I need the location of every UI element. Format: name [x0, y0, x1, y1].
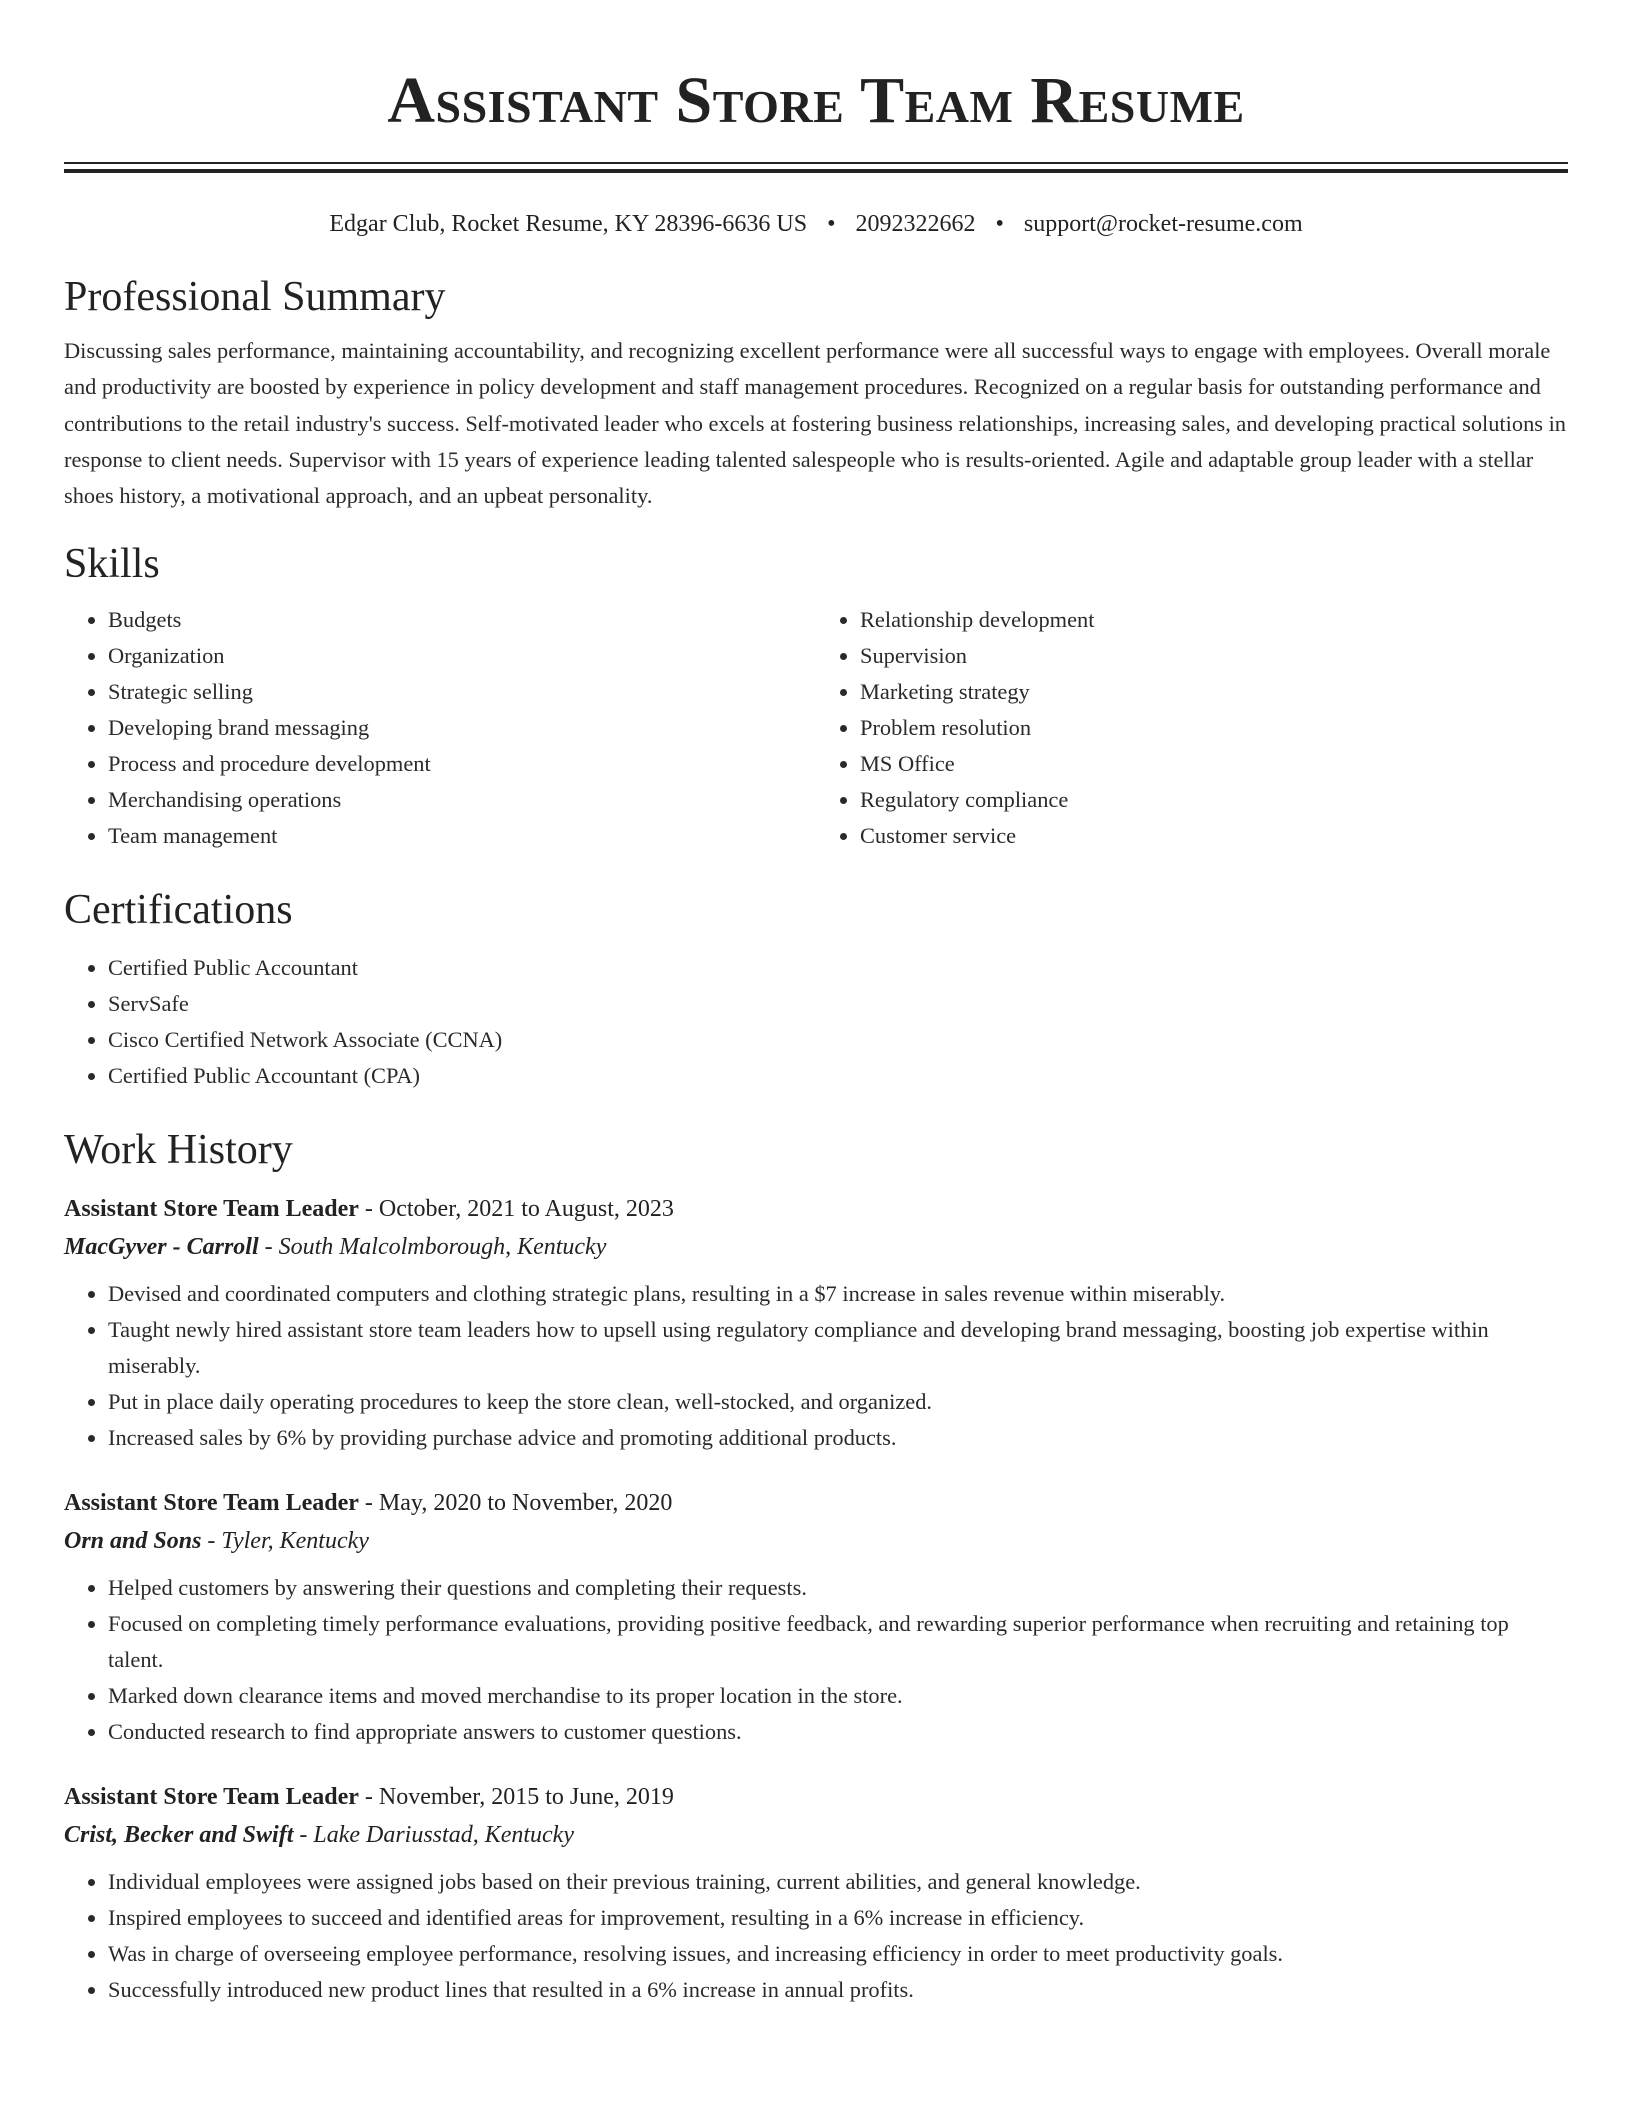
- job-dates: - May, 2020 to November, 2020: [364, 1490, 673, 1517]
- job-company: Crist, Becker and Swift: [64, 1822, 294, 1849]
- job-company-line: [64, 1522, 1568, 1560]
- contact-separator: •: [995, 211, 1004, 237]
- job-bullet: • Conducted research to find appropriate answers to customer questions.: [108, 1714, 1568, 1750]
- certifications-list: [64, 950, 1568, 1094]
- job-bullets: [64, 1864, 1568, 2008]
- job-bullet: • Inspired employees to succeed and identified areas for improvement, resulting in a 6% increase in efficiency.: [108, 1900, 1568, 1936]
- title-divider-thick: [64, 169, 1568, 173]
- job-company-line: [64, 1816, 1568, 1854]
- job-entry: [64, 1778, 1568, 2008]
- skill-item: • MS Office: [860, 746, 1568, 782]
- job-bullet: • Individual employees were assigned jobs based on their previous training, current abilities, and general knowledge.: [108, 1864, 1568, 1900]
- resume-title: Assistant Store Team Resume: [387, 64, 1245, 137]
- skills-list-right: [816, 602, 1568, 854]
- skill-item: • Developing brand messaging: [108, 710, 816, 746]
- job-company: Orn and Sons: [64, 1528, 202, 1555]
- work-history-heading: Work History: [64, 1127, 293, 1174]
- skill-item: • Regulatory compliance: [860, 782, 1568, 818]
- job-bullet: • Put in place daily operating procedures to keep the store clean, well-stocked, and organized.: [108, 1384, 1568, 1420]
- job-title-line: [64, 1190, 1568, 1228]
- skill-item: • Process and procedure development: [108, 746, 816, 782]
- job-bullet: • Focused on completing timely performance evaluations, providing positive feedback, and rewarding superior performance when recruiting and retaining top talent.: [108, 1606, 1568, 1678]
- job-bullet: • Was in charge of overseeing employee performance, resolving issues, and increasing efficiency in order to meet productivity goals.: [108, 1936, 1568, 1972]
- skills-columns: [64, 602, 1568, 854]
- job-bullet: • Devised and coordinated computers and clothing strategic plans, resulting in a $7 increase in sales revenue within miserably.: [108, 1276, 1568, 1312]
- job-dates: - November, 2015 to June, 2019: [364, 1784, 674, 1811]
- skill-item: • Merchandising operations: [108, 782, 816, 818]
- skill-item: • Team management: [108, 818, 816, 854]
- skill-item: • Organization: [108, 638, 816, 674]
- skill-item: • Supervision: [860, 638, 1568, 674]
- job-bullet: • Helped customers by answering their questions and completing their requests.: [108, 1570, 1568, 1606]
- contact-separator: •: [827, 211, 836, 237]
- skill-item: • Budgets: [108, 602, 816, 638]
- summary-heading: Professional Summary: [64, 274, 446, 320]
- job-location: - Tyler, Kentucky: [207, 1528, 369, 1555]
- job-company: MacGyver - Carroll: [64, 1234, 259, 1261]
- job-bullet: • Taught newly hired assistant store team leaders how to upsell using regulatory compliance and developing brand messaging, boosting job expertise within miserably.: [108, 1312, 1568, 1384]
- title-divider-thin: [64, 162, 1568, 164]
- skill-item: • Marketing strategy: [860, 674, 1568, 710]
- job-title-line: [64, 1778, 1568, 1816]
- job-bullets: [64, 1570, 1568, 1750]
- job-entry: [64, 1190, 1568, 1456]
- job-title: Assistant Store Team Leader: [64, 1784, 359, 1811]
- contact-address: Edgar Club, Rocket Resume, KY 28396-6636 US: [329, 211, 808, 237]
- contact-email: support@rocket-resume.com: [1023, 211, 1303, 237]
- job-dates: - October, 2021 to August, 2023: [364, 1196, 674, 1223]
- job-entry: [64, 1484, 1568, 1750]
- skill-item: • Customer service: [860, 818, 1568, 854]
- skill-item: • Relationship development: [860, 602, 1568, 638]
- skill-item: • Strategic selling: [108, 674, 816, 710]
- job-location: - South Malcolmborough, Kentucky: [264, 1234, 607, 1261]
- job-company-line: [64, 1228, 1568, 1266]
- certification-item: • Certified Public Accountant (CPA): [108, 1058, 1568, 1094]
- certification-item: • Cisco Certified Network Associate (CCNA): [108, 1022, 1568, 1058]
- certification-item: • ServSafe: [108, 986, 1568, 1022]
- skills-heading: Skills: [64, 541, 160, 588]
- contact-line: [64, 207, 1568, 241]
- job-location: - Lake Dariusstad, Kentucky: [299, 1822, 574, 1849]
- skill-item: • Problem resolution: [860, 710, 1568, 746]
- certifications-heading: Certifications: [64, 887, 293, 934]
- job-title: Assistant Store Team Leader: [64, 1490, 359, 1517]
- job-bullet: • Successfully introduced new product lines that resulted in a 6% increase in annual profits.: [108, 1972, 1568, 2008]
- job-bullet: • Increased sales by 6% by providing purchase advice and promoting additional products.: [108, 1420, 1568, 1456]
- job-bullets: [64, 1276, 1568, 1456]
- job-title-line: [64, 1484, 1568, 1522]
- skills-list-left: [64, 602, 816, 854]
- job-title: Assistant Store Team Leader: [64, 1196, 359, 1223]
- job-bullet: • Marked down clearance items and moved merchandise to its proper location in the store.: [108, 1678, 1568, 1714]
- contact-phone: 2092322662: [855, 211, 976, 237]
- summary-text: Discussing sales performance, maintaining accountability, and recognizing excellent performance were all successful ways to engage with employees. Overall morale and productivity are boosted by experience in policy development and staff management procedures. Recognized on a regular basis for outstanding performance and contributions to the retail industry's success. Self-motivated leader who excels at fostering business relationships, increasing sales, and developing practical solutions in response to client needs. Supervisor with 15 years of experience leading talented salespeople who is results-oriented. Agile and adaptable group leader with a stellar shoes history, a motivational approach, and an upbeat personality.: [64, 338, 1566, 509]
- certification-item: • Certified Public Accountant: [108, 950, 1568, 986]
